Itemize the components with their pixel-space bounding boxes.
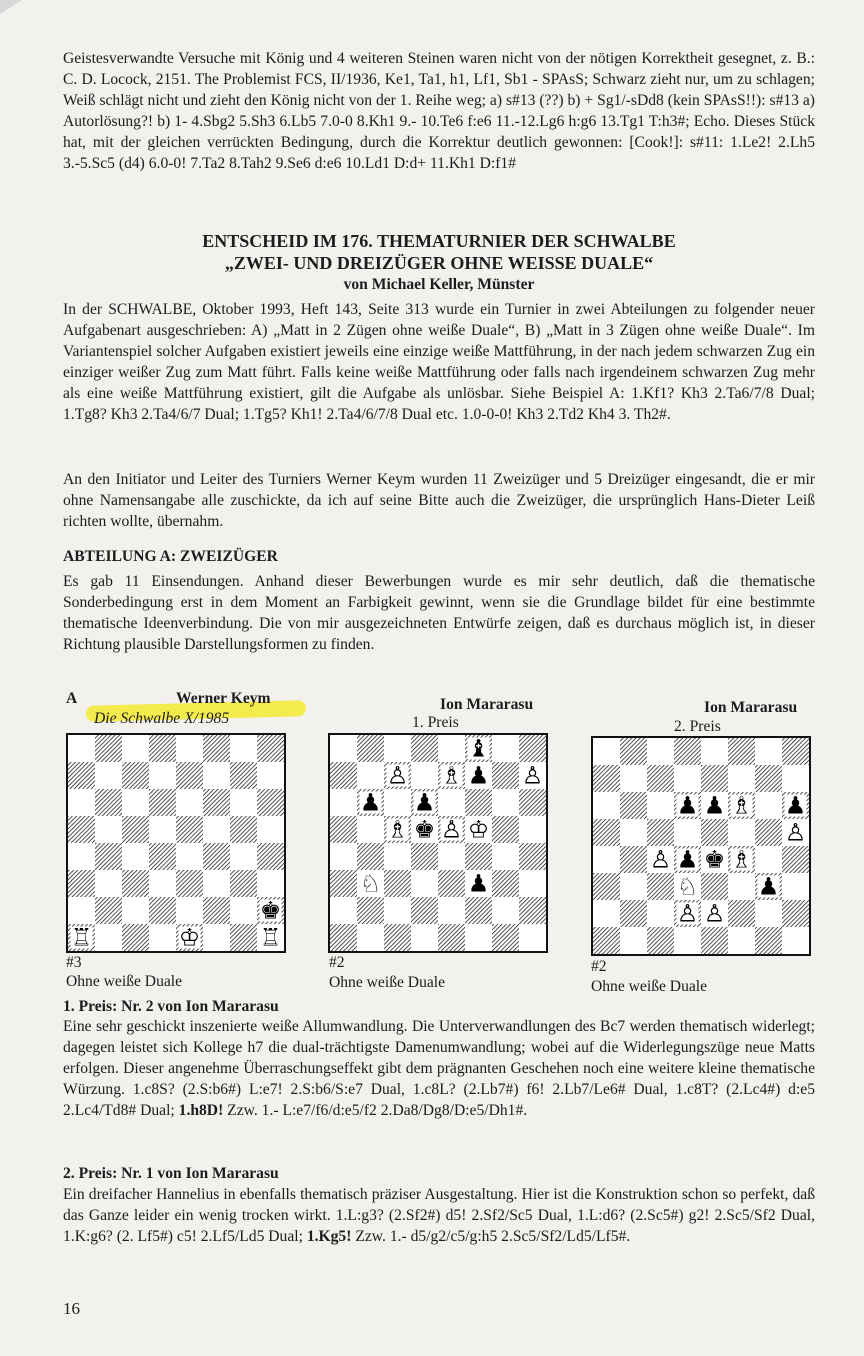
- paragraph-judge: An den Initiator und Leiter des Turniers Werner Keym wurden 11 Zweizüger und 5 Dreizüger eingesandt, die er mir ohne Namensangabe alle zuschickte, da ich auf seine Bitte auch die Zweizüger, die ursprünglich Hans-Dieter Leiß richten wollte, übernahm.: [63, 471, 815, 530]
- dark-square: [95, 897, 122, 924]
- light-square: [593, 900, 620, 927]
- white-rook-icon: ♖: [259, 923, 282, 951]
- dark-square: [728, 900, 755, 927]
- dark-square: [647, 927, 674, 954]
- dark-square: [257, 735, 284, 762]
- light-square: [647, 792, 674, 819]
- light-square: [674, 927, 701, 954]
- light-square: [203, 762, 230, 789]
- prize-1-heading: 1. Preis: Nr. 2 von Ion Mararasu: [63, 998, 279, 1015]
- dark-square: [330, 816, 357, 843]
- light-square: [782, 927, 809, 954]
- chess-diagram-preis-2: [591, 736, 811, 956]
- light-square: [384, 789, 411, 816]
- white-pawn-icon: ♙: [784, 818, 807, 847]
- light-square: [519, 924, 546, 951]
- dark-square: [230, 870, 257, 897]
- dark-square: [149, 843, 176, 870]
- dark-square: [257, 843, 284, 870]
- light-square: [438, 843, 465, 870]
- black-pawn-icon: ♟: [467, 761, 490, 790]
- dark-square: [782, 738, 809, 765]
- diagram-2-stipulation: #2: [329, 954, 345, 971]
- light-square: [384, 735, 411, 762]
- dark-square: [620, 846, 647, 873]
- prize-2-heading: 2. Preis: Nr. 1 von Ion Mararasu: [63, 1165, 279, 1182]
- dark-square: [384, 924, 411, 951]
- light-square: [68, 735, 95, 762]
- light-square: [674, 819, 701, 846]
- light-square: [728, 765, 755, 792]
- light-square: [257, 816, 284, 843]
- prize-2-key-move: 1.Kg5!: [306, 1227, 352, 1245]
- white-bishop-icon: ♗: [386, 815, 409, 844]
- light-square: [411, 762, 438, 789]
- white-bishop-icon: ♗: [730, 791, 753, 820]
- dark-square: [357, 843, 384, 870]
- light-square: [68, 789, 95, 816]
- light-square: [755, 792, 782, 819]
- diagram-3-condition: Ohne weiße Duale: [591, 978, 708, 995]
- white-pawn-icon: ♙: [676, 899, 699, 928]
- light-square: [728, 927, 755, 954]
- white-bishop-icon: ♗: [730, 845, 753, 874]
- white-rook-icon: ♖: [70, 923, 93, 951]
- dark-square: [593, 765, 620, 792]
- light-square: [230, 843, 257, 870]
- dark-square: [620, 900, 647, 927]
- diagram-3-author: Ion Mararasu: [704, 699, 798, 716]
- dark-square: [68, 870, 95, 897]
- dark-square: [230, 924, 257, 951]
- diagram-2-award: 1. Preis: [412, 714, 459, 731]
- dark-square: [701, 765, 728, 792]
- diagram-2-author: Ion Mararasu: [440, 696, 534, 713]
- white-knight-icon: ♘: [676, 872, 699, 901]
- dark-square: [122, 816, 149, 843]
- light-square: [122, 897, 149, 924]
- light-square: [593, 846, 620, 873]
- page-corner-fold: [0, 0, 22, 14]
- light-square: [357, 816, 384, 843]
- light-square: [176, 897, 203, 924]
- dark-square: [647, 873, 674, 900]
- light-square: [620, 873, 647, 900]
- dark-square: [203, 735, 230, 762]
- dark-square: [203, 897, 230, 924]
- white-pawn-icon: ♙: [703, 899, 726, 928]
- diagram-3-stipulation: #2: [591, 958, 607, 975]
- dark-square: [230, 816, 257, 843]
- light-square: [782, 873, 809, 900]
- light-square: [230, 897, 257, 924]
- light-square: [519, 816, 546, 843]
- dark-square: [519, 735, 546, 762]
- dark-square: [411, 735, 438, 762]
- dark-square: [68, 816, 95, 843]
- light-square: [122, 789, 149, 816]
- chess-diagram-keym: [66, 733, 286, 953]
- black-pawn-icon: ♟: [703, 791, 726, 820]
- paragraph-section-a: Es gab 11 Einsendungen. Anhand dieser Bewerbungen wurde es mir sehr deutlich, daß die thematische Sonderbedingung erst in dem Moment an Farbigkeit gewinnt, wenn sie die Grundlage bildet für eine bestimmte thematische Ideenverbindung. Die von mir ausgezeichneten Entwürfe zeigen, daß es durchaus möglich ist, in dieser Richtung plausible Darstellungsformen zu finden.: [63, 573, 815, 653]
- light-square: [95, 870, 122, 897]
- black-king-icon: ♚: [259, 896, 282, 925]
- dark-square: [203, 843, 230, 870]
- black-pawn-icon: ♟: [757, 872, 780, 901]
- dark-square: [465, 789, 492, 816]
- light-square: [755, 846, 782, 873]
- prize-1-key-move: 1.h8D!: [178, 1101, 224, 1119]
- black-pawn-icon: ♟: [676, 845, 699, 874]
- dark-square: [176, 816, 203, 843]
- dark-square: [647, 819, 674, 846]
- light-square: [203, 924, 230, 951]
- light-square: [68, 843, 95, 870]
- dark-square: [728, 738, 755, 765]
- white-king-icon: ♔: [178, 923, 201, 951]
- dark-square: [68, 762, 95, 789]
- dark-square: [755, 765, 782, 792]
- light-square: [755, 900, 782, 927]
- dark-square: [411, 843, 438, 870]
- dark-square: [755, 819, 782, 846]
- light-square: [647, 900, 674, 927]
- light-square: [149, 924, 176, 951]
- diagram-a-tag: A: [66, 690, 78, 707]
- dark-square: [782, 900, 809, 927]
- light-square: [95, 762, 122, 789]
- light-square: [149, 816, 176, 843]
- dark-square: [465, 897, 492, 924]
- dark-square: [203, 789, 230, 816]
- light-square: [492, 843, 519, 870]
- dark-square: [149, 735, 176, 762]
- light-square: [728, 873, 755, 900]
- light-square: [384, 843, 411, 870]
- black-pawn-icon: ♟: [784, 791, 807, 820]
- dark-square: [95, 735, 122, 762]
- diagram-2-condition: Ohne weiße Duale: [329, 974, 446, 991]
- dark-square: [438, 924, 465, 951]
- white-pawn-icon: ♙: [440, 815, 463, 844]
- dark-square: [620, 792, 647, 819]
- article-byline: von Michael Keller, Münster: [343, 276, 535, 293]
- light-square: [620, 927, 647, 954]
- light-square: [620, 765, 647, 792]
- dark-square: [122, 924, 149, 951]
- black-pawn-icon: ♟: [467, 869, 490, 898]
- black-bishop-icon: ♝: [467, 735, 490, 763]
- dark-square: [701, 873, 728, 900]
- light-square: [330, 789, 357, 816]
- dark-square: [492, 870, 519, 897]
- light-square: [330, 843, 357, 870]
- light-square: [257, 870, 284, 897]
- prize-2-comment: Ein dreifacher Hannelius in ebenfalls thematisch präziser Ausgestaltung. Hier ist die Konstruktion schon so perfekt, daß das Ganze leider ein wenig trocken wirkt. 1.L:g3? (2.Sf2#) d5! 2.Sf2/Sc5 Dual, 1.L:d6? (2.Sc5#) g2! 2.Sc5/Sf2 Dual, 1.K:g6? (2. Lf5#) c5! 2.Lf5/Ld5 Dual; 1.Kg5! Zzw. 1.- d5/g2/c5/g:h5 2.Sc5/Sf2/Ld5/Lf5#.: [63, 1186, 815, 1245]
- paragraph-announcement: In der SCHWALBE, Oktober 1993, Heft 143, Seite 313 wurde ein Turnier in zwei Abteilungen zu folgender neuer Aufgabenart ausgeschrieben: A) „Matt in 2 Zügen ohne weiße Duale“, B) „Matt in 3 Zügen ohne weiße Duale“. Im Variantenspiel solcher Aufgaben existiert jeweils eine einzige weiße Mattführung, in der nach jedem schwarzen Zug ein einziger weißer Zug zum Matt führt. Falls keine weiße Mattführung oder falls nach irgendeinem schwarzen Zug mehr als eine weiße Mattführung existiert, gilt die Aufgabe als unlösbar. Siehe Beispiel A: 1.Kf1? Kh3 2.Ta6/7/8 Dual; 1.Tg8? Kh3 2.Ta4/6/7 Dual; 1.Tg5? Kh1! 2.Ta4/6/7/8 Dual etc. 1.0-0-0! Kh3 2.Td2 Kh4 3. Th2#.: [63, 301, 815, 423]
- light-square: [257, 762, 284, 789]
- light-square: [203, 870, 230, 897]
- white-king-icon: ♔: [467, 815, 490, 844]
- dark-square: [593, 819, 620, 846]
- dark-square: [492, 816, 519, 843]
- dark-square: [122, 870, 149, 897]
- chess-diagram-preis-1: [328, 733, 548, 953]
- dark-square: [330, 870, 357, 897]
- dark-square: [149, 789, 176, 816]
- dark-square: [519, 897, 546, 924]
- dark-square: [257, 789, 284, 816]
- light-square: [122, 735, 149, 762]
- dark-square: [519, 789, 546, 816]
- dark-square: [701, 819, 728, 846]
- dark-square: [95, 789, 122, 816]
- dark-square: [593, 873, 620, 900]
- light-square: [593, 738, 620, 765]
- light-square: [411, 924, 438, 951]
- light-square: [384, 897, 411, 924]
- black-king-icon: ♚: [703, 845, 726, 874]
- black-pawn-icon: ♟: [676, 791, 699, 820]
- diagram-a-stipulation: #3: [66, 954, 82, 971]
- light-square: [438, 735, 465, 762]
- dark-square: [593, 927, 620, 954]
- white-bishop-icon: ♗: [440, 761, 463, 790]
- section-heading-a: ABTEILUNG A: ZWEIZÜGER: [63, 548, 278, 565]
- light-square: [230, 735, 257, 762]
- light-square: [330, 897, 357, 924]
- light-square: [357, 924, 384, 951]
- white-pawn-icon: ♙: [521, 761, 544, 790]
- light-square: [519, 870, 546, 897]
- dark-square: [411, 897, 438, 924]
- white-knight-icon: ♘: [359, 869, 382, 898]
- dark-square: [755, 927, 782, 954]
- dark-square: [330, 762, 357, 789]
- light-square: [701, 738, 728, 765]
- light-square: [620, 819, 647, 846]
- light-square: [438, 789, 465, 816]
- page-number: 16: [63, 1299, 80, 1318]
- black-king-icon: ♚: [413, 815, 436, 844]
- dark-square: [122, 762, 149, 789]
- dark-square: [384, 870, 411, 897]
- prize-1-comment: Eine sehr geschickt inszenierte weiße Allumwandlung. Die Unterverwandlungen des Bc7 werden thematisch widerlegt; dagegen leistet sich Kollege h7 die dual-trächtigste Damenumwandlung; wobei auf die Widerlegungszüge neue Matts erfolgen. Dieser angenehme Überraschungseffekt gibt dem prägnanten Geschehen noch eine weitere kleine thematische Würzung. 1.c8S? (2.S:b6#) L:e7! 2.S:b6/S:e7 Dual, 1.c8L? (2.Lb7#) f6! 2.Lb7/Le6# Dual, 1.c8T? (2.Lc4#) d:e5 2.Lc4/Td8# Dual; 1.h8D! Zzw. 1.- L:e7/f6/d:e5/f2 2.Da8/Dg8/D:e5/Dh1#.: [63, 1018, 815, 1119]
- light-square: [674, 765, 701, 792]
- dark-square: [647, 765, 674, 792]
- dark-square: [620, 738, 647, 765]
- diagram-a-source: Die Schwalbe X/1985: [94, 710, 230, 727]
- dark-square: [519, 843, 546, 870]
- light-square: [122, 843, 149, 870]
- light-square: [357, 762, 384, 789]
- black-pawn-icon: ♟: [359, 788, 382, 817]
- light-square: [176, 843, 203, 870]
- light-square: [755, 738, 782, 765]
- black-pawn-icon: ♟: [413, 788, 436, 817]
- white-pawn-icon: ♙: [386, 761, 409, 790]
- light-square: [95, 924, 122, 951]
- diagram-3-award: 2. Preis: [674, 718, 721, 735]
- dark-square: [492, 924, 519, 951]
- dark-square: [357, 897, 384, 924]
- light-square: [647, 738, 674, 765]
- dark-square: [176, 762, 203, 789]
- dark-square: [230, 762, 257, 789]
- dark-square: [330, 924, 357, 951]
- light-square: [95, 816, 122, 843]
- light-square: [438, 897, 465, 924]
- dark-square: [782, 846, 809, 873]
- dark-square: [95, 843, 122, 870]
- light-square: [176, 735, 203, 762]
- dark-square: [438, 870, 465, 897]
- light-square: [68, 897, 95, 924]
- light-square: [203, 816, 230, 843]
- white-pawn-icon: ♙: [649, 845, 672, 874]
- light-square: [593, 792, 620, 819]
- light-square: [728, 819, 755, 846]
- light-square: [230, 789, 257, 816]
- article-heading-line2: „ZWEI- UND DREIZÜGER OHNE WEISSE DUALE“: [224, 253, 654, 273]
- light-square: [492, 897, 519, 924]
- dark-square: [674, 738, 701, 765]
- diagram-a-condition: Ohne weiße Duale: [66, 973, 183, 990]
- light-square: [411, 870, 438, 897]
- light-square: [176, 789, 203, 816]
- dark-square: [149, 897, 176, 924]
- light-square: [782, 765, 809, 792]
- dark-square: [357, 735, 384, 762]
- dark-square: [701, 927, 728, 954]
- light-square: [492, 735, 519, 762]
- light-square: [465, 924, 492, 951]
- dark-square: [492, 762, 519, 789]
- light-square: [330, 735, 357, 762]
- dark-square: [176, 870, 203, 897]
- light-square: [492, 789, 519, 816]
- dark-square: [465, 843, 492, 870]
- light-square: [149, 762, 176, 789]
- diagram-a-author: Werner Keym: [176, 690, 271, 707]
- article-heading-line1: ENTSCHEID IM 176. THEMATURNIER DER SCHWALBE: [202, 231, 676, 251]
- light-square: [149, 870, 176, 897]
- intro-paragraph: Geistesverwandte Versuche mit König und 4 weiteren Steinen waren nicht von der nötigen Korrektheit gesegnet, z. B.: C. D. Locock, 2151. The Problemist FCS, II/1936, Ke1, Ta1, h1, Lf1, Sb1 - SPAsS; Schwarz zieht nur, um zu schlagen; Weiß schlägt nicht und zieht den König nicht von der 1. Reihe weg; a) s#13 (??) b) + Sg1/-sDd8 (kein SPAsS!!): s#13 a) Autorlösung?! b) 1- 4.Sbg2 5.Sh3 6.Lb5 7.0-0 8.Kh1 9.- 10.Te6 f:e6 11.-12.Lg6 h:g6 13.Tg1 T:h3#; Echo. Dieses Stück hat, mit der gleichen verrückten Bedingung, durch die Korrektur deutlich gewonnen: [Cook!]: s#11: 1.Le2! 2.Lh5 3.-5.Sc5 (d4) 6.0-0! 7.Ta2 8.Tah2 9.Se6 d:e6 10.Ld1 D:d+ 11.Kh1 D:f1#: [63, 50, 815, 172]
